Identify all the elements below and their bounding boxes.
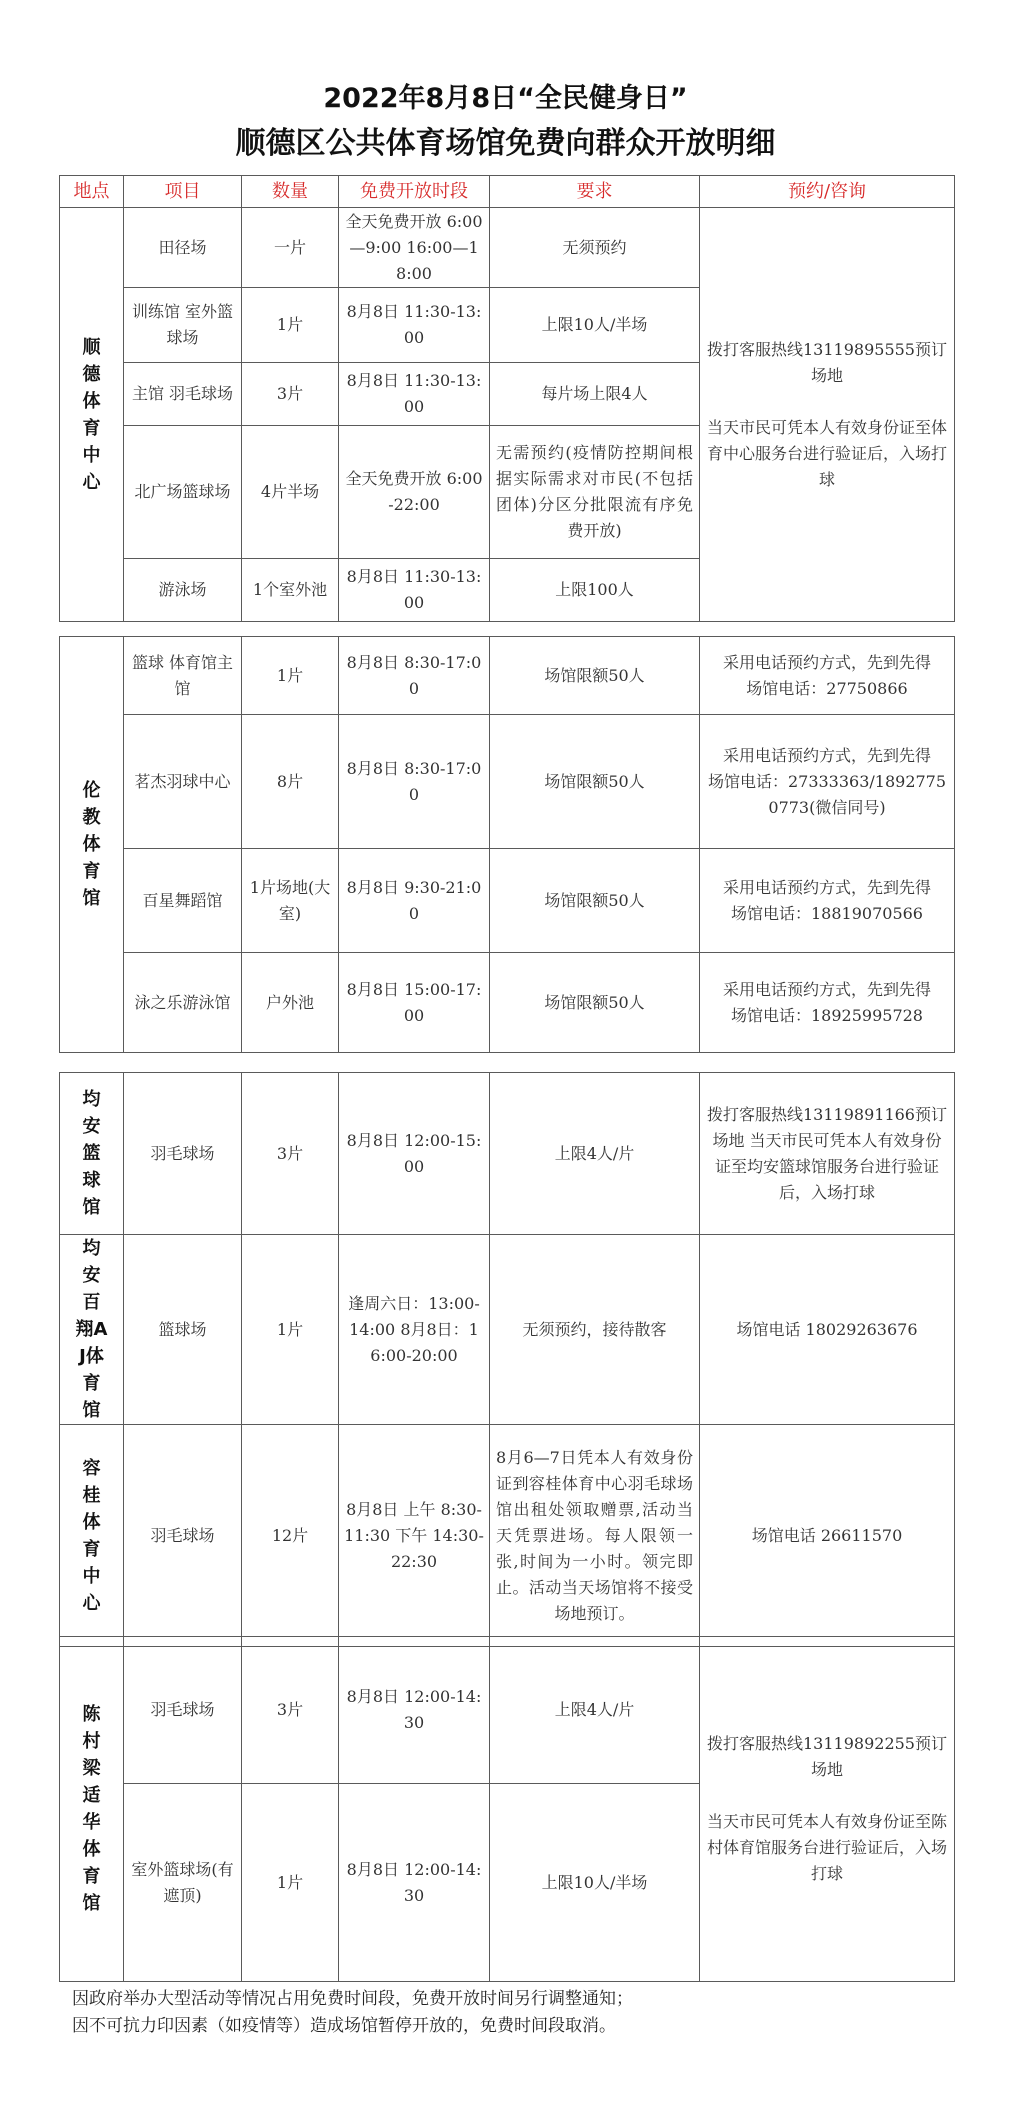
item-cell: 百星舞蹈馆 bbox=[124, 849, 242, 953]
qty-cell: 12片 bbox=[242, 1425, 339, 1647]
item-cell: 训练馆 室外篮球场 bbox=[124, 288, 242, 363]
contact-phone: 场馆电话：27750866 bbox=[746, 678, 908, 698]
contact-phone: 场馆电话：18819070566 bbox=[731, 903, 923, 923]
table-row bbox=[60, 1073, 955, 1235]
table-row bbox=[60, 208, 955, 288]
location-cell: 容桂体育中心 bbox=[60, 1425, 124, 1647]
req-cell: 无须预约 bbox=[490, 208, 700, 288]
table-header-row bbox=[60, 176, 955, 208]
table-row bbox=[60, 637, 955, 715]
item-cell: 泳之乐游泳馆 bbox=[124, 953, 242, 1053]
document-title-line2: 顺德区公共体育场馆免费向群众开放明细 bbox=[235, 126, 776, 161]
item-cell: 主馆 羽毛球场 bbox=[124, 363, 242, 426]
venue-table-chencun bbox=[59, 1636, 955, 1982]
table-row bbox=[60, 849, 955, 953]
req-cell: 上限100人 bbox=[490, 559, 700, 622]
qty-cell: 8片 bbox=[242, 715, 339, 849]
time-cell: 8月8日 11:30-13:00 bbox=[339, 559, 490, 622]
item-cell: 北广场篮球场 bbox=[124, 426, 242, 559]
contact-method: 采用电话预约方式，先到先得 bbox=[722, 745, 931, 765]
header-time: 免费开放时段 bbox=[339, 176, 490, 208]
contact-method: 采用电话预约方式，先到先得 bbox=[722, 652, 931, 672]
time-cell: 8月8日 8:30-17:00 bbox=[339, 637, 490, 715]
time-cell: 8月8日 15:00-17:00 bbox=[339, 953, 490, 1053]
contact-phone: 场馆电话：27333363/18927750773(微信同号) bbox=[707, 771, 947, 817]
table-row bbox=[60, 953, 955, 1053]
req-cell: 无需预约(疫情防控期间根据实际需求对市民(不包括团体)分区分批限流有序免费开放) bbox=[490, 426, 700, 559]
qty-cell: 4片半场 bbox=[242, 426, 339, 559]
qty-cell: 3片 bbox=[242, 1637, 339, 1784]
item-cell: 羽毛球场 bbox=[124, 1425, 242, 1647]
contact-phone: 场馆电话：18925995728 bbox=[731, 1005, 923, 1025]
contact-cell bbox=[700, 637, 955, 715]
item-cell: 茗杰羽球中心 bbox=[124, 715, 242, 849]
header-quantity: 数量 bbox=[242, 176, 339, 208]
item-cell: 羽毛球场 bbox=[124, 1637, 242, 1784]
req-cell: 上限10人/半场 bbox=[490, 288, 700, 363]
qty-cell: 1片场地(大室) bbox=[242, 849, 339, 953]
contact-cell: 场馆电话 26611570 bbox=[700, 1425, 955, 1647]
header-item: 项目 bbox=[124, 176, 242, 208]
location-cell: 伦教体育馆 bbox=[60, 637, 124, 1053]
req-cell: 场馆限额50人 bbox=[490, 849, 700, 953]
contact-method: 采用电话预约方式，先到先得 bbox=[722, 979, 931, 999]
item-cell: 篮球场 bbox=[124, 1235, 242, 1425]
qty-cell: 3片 bbox=[242, 1073, 339, 1235]
location-cell: 陈村梁适华体育馆 bbox=[60, 1637, 124, 1982]
table-row bbox=[60, 1235, 955, 1425]
location-cell: 均安百翔AJ体育馆 bbox=[60, 1235, 124, 1425]
header-requirement: 要求 bbox=[490, 176, 700, 208]
contact-hotline: 拨打客服热线13119892255预订场地 bbox=[707, 1734, 947, 1779]
item-cell: 羽毛球场 bbox=[124, 1073, 242, 1235]
req-cell: 每片场上限4人 bbox=[490, 363, 700, 426]
table-row bbox=[60, 1425, 955, 1647]
contact-cell bbox=[700, 953, 955, 1053]
table-row bbox=[60, 1637, 955, 1784]
contact-note: 当天市民可凭本人有效身份证至体育中心服务台进行验证后，入场打球 bbox=[706, 417, 947, 489]
header-contact: 预约/咨询 bbox=[700, 176, 955, 208]
contact-note: 当天市民可凭本人有效身份证至陈村体育馆服务台进行验证后，入场打球 bbox=[706, 1812, 947, 1883]
item-cell: 室外篮球场(有遮顶) bbox=[124, 1784, 242, 1982]
time-cell: 全天免费开放 6:00—9:00 16:00—18:00 bbox=[339, 208, 490, 288]
contact-cell bbox=[700, 849, 955, 953]
qty-cell: 1片 bbox=[242, 1784, 339, 1982]
venue-table-junan-ronggui bbox=[59, 1072, 955, 1647]
footer-note-1: 因政府举办大型活动等情况占用免费时间段，免费开放时间另行调整通知； bbox=[72, 1989, 633, 2009]
location-cell: 均安篮球馆 bbox=[60, 1073, 124, 1235]
time-cell: 逢周六日：13:00-14:00 8月8日：16:00-20:00 bbox=[339, 1235, 490, 1425]
location-cell: 顺德体育中心 bbox=[60, 208, 124, 622]
item-cell: 游泳场 bbox=[124, 559, 242, 622]
req-cell: 无须预约，接待散客 bbox=[490, 1235, 700, 1425]
contact-method: 采用电话预约方式，先到先得 bbox=[722, 877, 931, 897]
qty-cell: 3片 bbox=[242, 363, 339, 426]
item-cell: 篮球 体育馆主馆 bbox=[124, 637, 242, 715]
time-cell: 8月8日 8:30-17:00 bbox=[339, 715, 490, 849]
venue-table-shunde bbox=[59, 175, 955, 622]
contact-hotline: 拨打客服热线13119895555预订场地 bbox=[707, 339, 947, 385]
time-cell: 8月8日 11:30-13:00 bbox=[339, 288, 490, 363]
req-cell: 上限4人/片 bbox=[490, 1637, 700, 1784]
contact-cell bbox=[700, 1637, 955, 1982]
req-cell: 上限10人/半场 bbox=[490, 1784, 700, 1982]
time-cell: 8月8日 9:30-21:00 bbox=[339, 849, 490, 953]
contact-cell bbox=[700, 715, 955, 849]
qty-cell: 1片 bbox=[242, 288, 339, 363]
footer-note-2: 因不可抗力印因素（如疫情等）造成场馆暂停开放的，免费时间段取消。 bbox=[72, 2016, 616, 2036]
table-row bbox=[60, 715, 955, 849]
time-cell: 8月8日 上午 8:30-11:30 下午 14:30-22:30 bbox=[339, 1425, 490, 1647]
time-cell: 8月8日 11:30-13:00 bbox=[339, 363, 490, 426]
qty-cell: 1个室外池 bbox=[242, 559, 339, 622]
req-cell: 上限4人/片 bbox=[490, 1073, 700, 1235]
req-cell: 8月6—7日凭本人有效身份证到容桂体育中心羽毛球场馆出租处领取赠票,活动当天凭票进场。每人限领一张,时间为一小时。领完即止。活动当天场馆将不接受场地预订。 bbox=[490, 1425, 700, 1647]
qty-cell: 一片 bbox=[242, 208, 339, 288]
time-cell: 8月8日 12:00-14:30 bbox=[339, 1637, 490, 1784]
req-cell: 场馆限额50人 bbox=[490, 953, 700, 1053]
venue-table-lunjiao bbox=[59, 636, 955, 1053]
header-location: 地点 bbox=[60, 176, 124, 208]
contact-cell: 场馆电话 18029263676 bbox=[700, 1235, 955, 1425]
contact-cell bbox=[700, 208, 955, 622]
time-cell: 8月8日 12:00-14:30 bbox=[339, 1784, 490, 1982]
time-cell: 8月8日 12:00-15:00 bbox=[339, 1073, 490, 1235]
qty-cell: 1片 bbox=[242, 637, 339, 715]
document-title-line1: 2022年8月8日“全民健身日” bbox=[323, 83, 688, 114]
time-cell: 全天免费开放 6:00-22:00 bbox=[339, 426, 490, 559]
qty-cell: 1片 bbox=[242, 1235, 339, 1425]
item-cell: 田径场 bbox=[124, 208, 242, 288]
req-cell: 场馆限额50人 bbox=[490, 715, 700, 849]
contact-cell: 拨打客服热线13119891166预订场地 当天市民可凭本人有效身份证至均安篮球馆服务台进行验证后，入场打球 bbox=[700, 1073, 955, 1235]
req-cell: 场馆限额50人 bbox=[490, 637, 700, 715]
qty-cell: 户外池 bbox=[242, 953, 339, 1053]
